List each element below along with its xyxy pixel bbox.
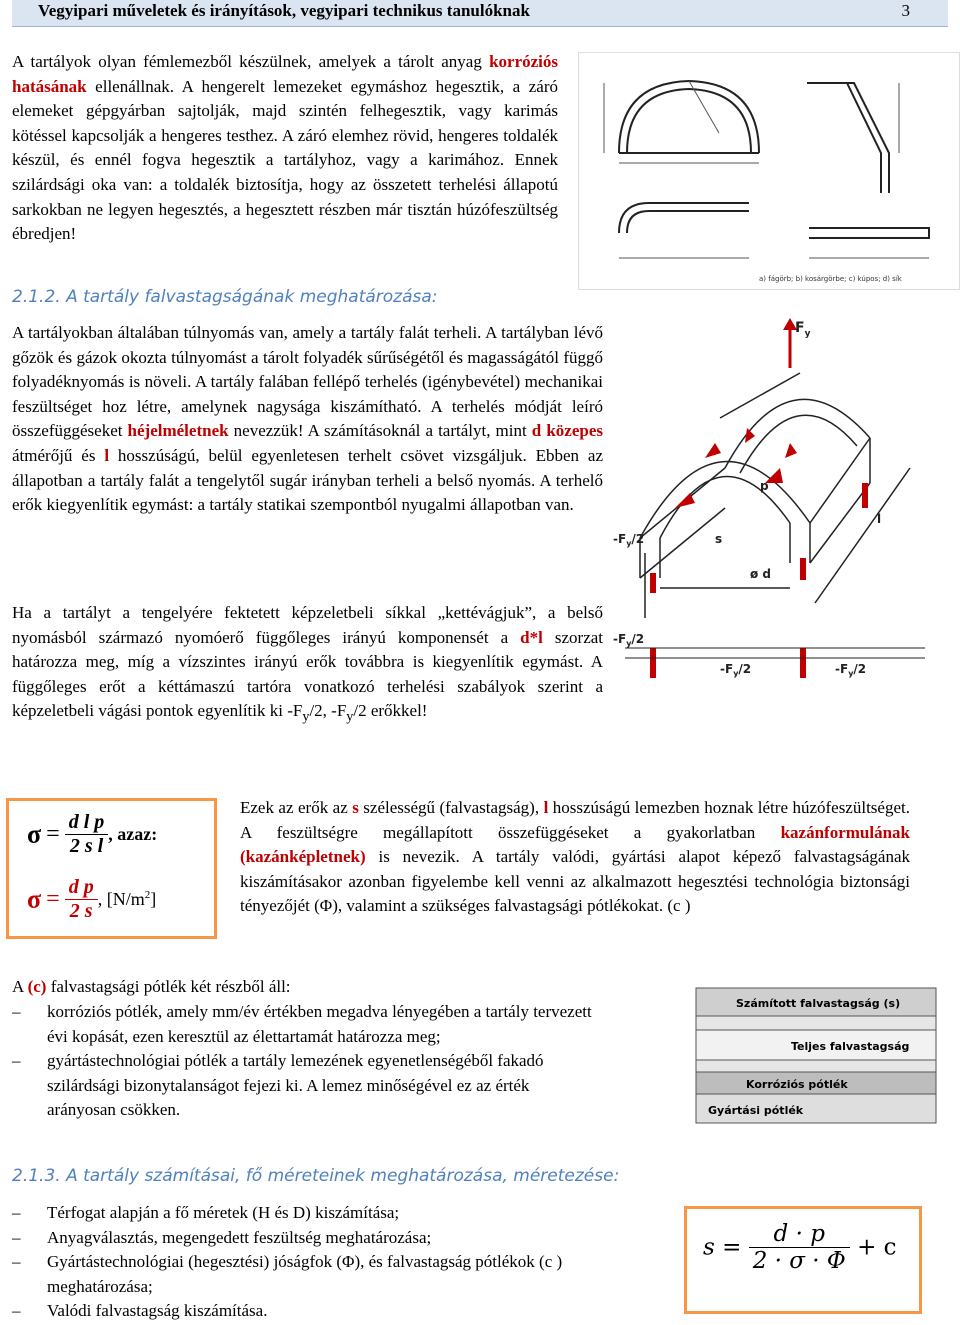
diameter-label: ø d	[750, 567, 772, 581]
list-item: – Térfogat alapján a fő méretek (H és D) kiszámítása;	[12, 1201, 667, 1226]
layer-corrosion: Korróziós pótlék	[746, 1078, 848, 1091]
vessel-heads-figure	[578, 52, 960, 290]
list-item: – gyártástechnológiai pótlék a tartály lemezének egyenetlenségéből fakadó szilárdsági bizonytalanságot fejezi ki. A lemez minőségével ez az érték arányosan csökken.	[12, 1049, 592, 1123]
vessel-heads-drawing	[579, 53, 959, 289]
half-cylinder-figure	[615, 318, 960, 736]
layer-manufacturing: Gyártási pótlék	[708, 1104, 804, 1117]
length-label: l	[877, 512, 882, 526]
thickness-formula: s = $\frac{d \cdot p}{2 \cdot \sigma \cdot \Phi}$ + c	[703, 1221, 897, 1274]
stress-formula-box	[6, 798, 217, 939]
stress-formula-2: σ = $\frac{\text{d p}}{2 s}$ , $[N/m^2]$	[27, 876, 157, 922]
half-force-label-1: $-F_y/2$	[613, 532, 645, 548]
layer-computed: Számított falvastagság (s)	[736, 997, 901, 1010]
header-title: Vegyipari műveletek és irányítások, vegyipari technikus tanulóknak	[38, 1, 530, 20]
boiler-formula-paragraph: Ezek az erők az s szélességű (falvastagság), l hosszúságú lemezben hoznak létre húzófeszültséget. A feszültségre megállapított összefüggéseket a gyakorlatban kazánformulának (kazánképletnek) is nevezik. A tartály valódi, gyártási alapot képező falvastagságának kiszámításakor azonban figyelembe kell venni az alkalmazott hegesztési technológia biztonsági tényezőjét (Φ), valamint a szükséges falvastagsági pótlékokat. (c )	[240, 798, 910, 916]
wall-thickness-figure	[676, 980, 958, 1125]
layer-total: Teljes falvastagság	[791, 1040, 910, 1053]
page-number: 3	[901, 1, 910, 20]
fy-label: $F_y$	[795, 320, 811, 339]
half-cylinder-drawing	[615, 318, 960, 736]
allowance-list	[12, 1000, 592, 1123]
list-item: – Anyagválasztás, megengedett feszültség meghatározása;	[12, 1226, 667, 1251]
thickness-formula-box	[684, 1206, 922, 1314]
list-item: – Valódi falvastagság kiszámítása.	[12, 1299, 667, 1324]
half-force-label-2: $-F_y/2$	[613, 632, 645, 648]
intro-paragraph: A tartályok olyan fémlemezből készülnek, amelyek a tárolt anyag korróziós hatásának ellenállnak. A hengerelt lemezeket egymáshoz hegesztik, a záró elemeket gépgyárban sajtolják, majd szintén felhegesztik, vagy karimás kötéssel kapcsolják a hengeres testhez. A záró elemhez rövid, hengeres toldalék készül, és ennél fogva hegesztik a tartályhoz, vagy a karimához. Ennek szilárdsági oka van: a toldalék biztosítja, hogy az összetett terhelési állapotú sarkokban ne legyen hegesztés, a hegesztett részben már tisztán húzófeszültség ébredjen!	[12, 52, 558, 244]
fig1-caption: a) fágörb; b) kosárgörbe; c) kúpos; d) sík	[759, 275, 902, 283]
half-force-label-4: $-F_y/2$	[835, 662, 867, 678]
half-force-label-3: $-F_y/2$	[720, 662, 752, 678]
force-balance-paragraph: Ha a tartályt a tengelyére fektetett képzeletbeli síkkal „kettévágjuk”, a belső nyomásból származó nyomóerő függőleges irányú komponensét a d*l szorzat határozza meg, míg a vízszintes irányú erők továbbra is kiegyenlítik egymást. A függőleges erőt a kéttámaszú tartóra vonatkozó terhelési szabályok szerint a képzeletbeli vágási pontok egyenlítik ki $-F_y/2$, $-F_y/2$ erőkkel!	[12, 603, 604, 725]
thickness-label: s	[715, 532, 723, 546]
pressure-label: p	[760, 479, 769, 493]
allowance-intro: A (c) falvastagsági pótlék két részből áll:	[12, 977, 291, 996]
section-title-212: 2.1.2. A tartály falvastagságának meghatározása:	[12, 287, 438, 307]
stress-formula-1: σ = $\frac{\text{d l p}}{\text{2 s l}}$ , azaz:	[27, 811, 158, 857]
section-title-213: 2.1.3. A tartály számításai, fő méreteinek meghatározása, méretezése:	[12, 1166, 620, 1186]
shell-theory-paragraph: A tartályokban általában túlnyomás van, amely a tartály falát terheli. A tartályban lévő gőzök és gázok okozta túlnyomást a tárolt folyadék sűrűségétől és magasságától függő folyadéknyomás is növeli. A tartály falában fellépő terhelés (igénybevétel) mechanikai feszültséget hoz létre, amelynek nagysága kiszámítható. A terhelés módját leíró összefüggéseket héjelméletnek nevezzük! A számításoknál a tartályt, mint d közepes átmérőjű és l hosszúságú, belül egyenletesen terhelt csövet vizsgáljuk. Ebben az állapotban a tartály falát a tengelytől sugár irányban terheli a belső nyomás. A terhelő erők kiegyenlítik egymást: a tartály statikai szempontból nyugalmi állapotban van.	[12, 323, 603, 515]
list-item: – korróziós pótlék, amely mm/év értékben megadva lényegében a tartály tervezett évi kopását, ezen keresztül az élettartamát határozza meg;	[12, 1000, 592, 1049]
calculation-steps-list	[12, 1201, 667, 1324]
wall-thickness-drawing	[676, 980, 958, 1125]
page-header	[12, 0, 948, 27]
list-item: – Gyártástechnológiai (hegesztési) jóságfok (Φ), és falvastagság pótlékok (c ) meghatározása;	[12, 1250, 667, 1299]
